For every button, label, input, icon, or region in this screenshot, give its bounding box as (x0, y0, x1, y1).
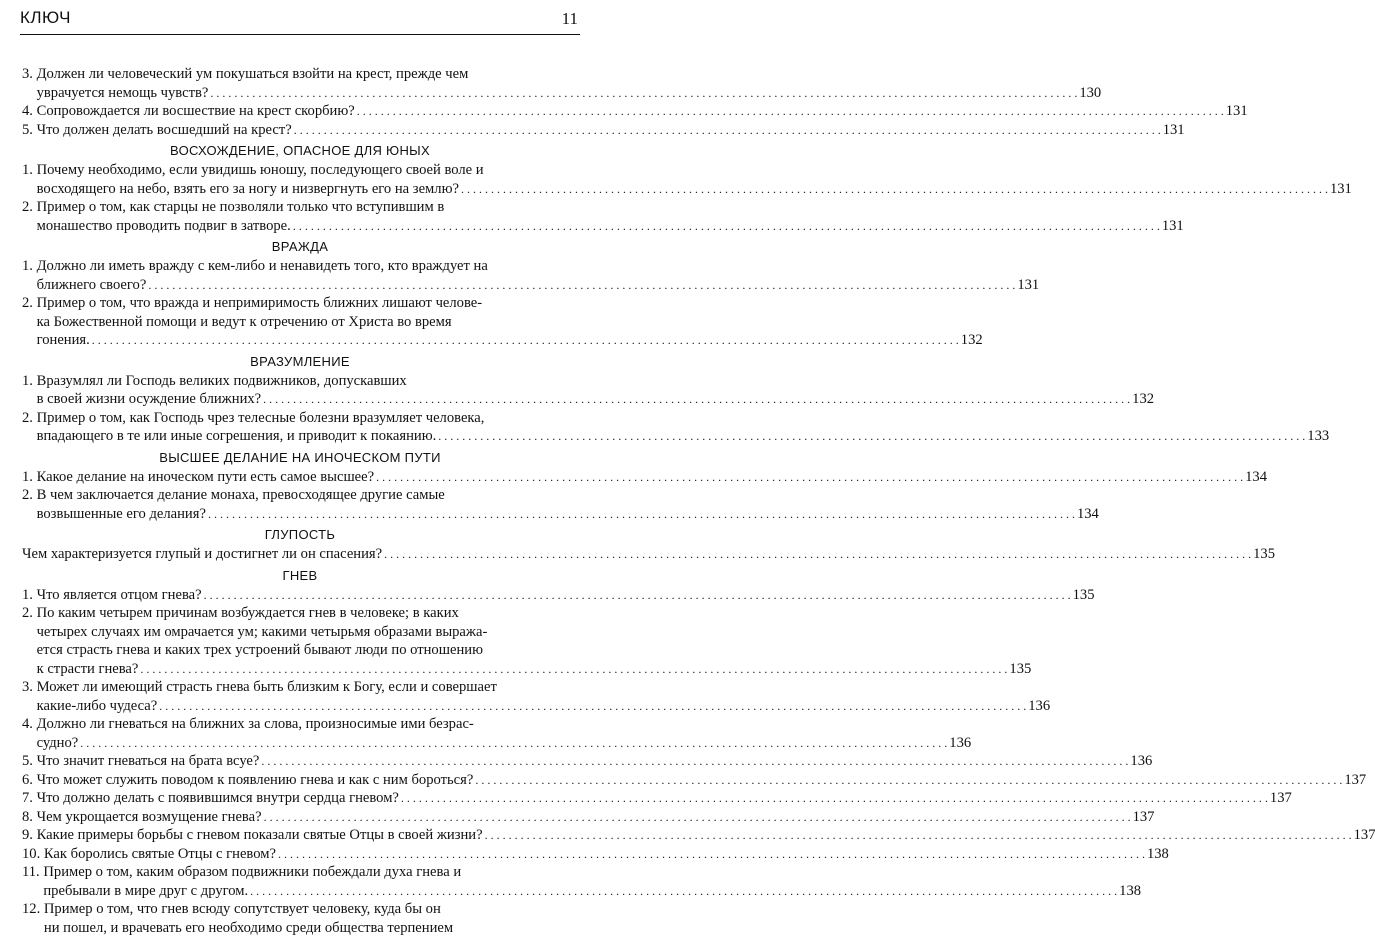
entry-page-number: 138 (1147, 845, 1169, 864)
entry-page-number: 134 (1245, 468, 1267, 487)
entry-page-number: 133 (1307, 427, 1329, 446)
entry-number: 2. (22, 604, 37, 623)
entry-page-number: 135 (1073, 586, 1095, 605)
entry-text-line: ка Божественной помощи и ведут к отречению от Христа во время (37, 313, 983, 332)
toc-section (22, 65, 578, 139)
entry-number: 2. (22, 198, 37, 217)
toc-entry (22, 121, 578, 140)
entry-text-line: Чем характеризуется глупый и достигнет ли он спасения? (22, 545, 382, 564)
entry-text-line: четырех случаях им омрачается ум; какими четырьмя образами выража- (37, 623, 1032, 642)
entry-text-line: восходящего на небо, взять его за ногу и низвергнуть его на землю? (37, 180, 459, 199)
entry-number: 2. (22, 409, 37, 428)
entry-page-number: 131 (1226, 102, 1248, 121)
entry-number: 5. (22, 121, 37, 140)
entry-page-number: 136 (1028, 697, 1050, 716)
toc-entry (22, 826, 578, 845)
entry-number: 10. (22, 845, 44, 864)
entry-number: 1. (22, 586, 37, 605)
entry-text-line: возвышенные его делания? (37, 505, 206, 524)
entry-text-line: Пример о том, каким образом подвижники побеждали духа гнева и (43, 863, 1141, 882)
dot-leader (475, 771, 1342, 790)
toc-section (22, 237, 578, 350)
entry-text-line: ни пошел, и врачевать его необходимо среди общества терпением (44, 919, 453, 937)
toc-entry (22, 257, 578, 294)
toc-entry (22, 808, 578, 827)
dot-leader (204, 586, 1071, 605)
section-heading: ГНЕВ (22, 566, 578, 586)
entry-page-number: 132 (961, 331, 983, 350)
entry-text-line: в своей жизни осуждение ближних? (37, 390, 262, 409)
section-heading: ВЫСШЕЕ ДЕЛАНИЕ НА ИНОЧЕСКОМ ПУТИ (22, 448, 578, 468)
entry-number: 4. (22, 715, 37, 734)
running-header (20, 6, 580, 35)
toc-entry (22, 586, 578, 605)
entry-text-line: Должно ли гневаться на ближних за слова, произносимые ими безрас- (37, 715, 972, 734)
dot-leader (294, 121, 1161, 140)
dot-leader (210, 84, 1077, 103)
entry-page-number: 131 (1162, 217, 1184, 236)
toc-entry (22, 486, 578, 523)
entry-number: 6. (22, 771, 37, 790)
entry-text-line: ется страсть гнева и каких трех устроений бывают люди по отношению (37, 641, 1032, 660)
dot-leader (261, 752, 1128, 771)
dot-leader (376, 468, 1243, 487)
entry-number: 5. (22, 752, 37, 771)
entry-page-number: 137 (1344, 771, 1366, 790)
entry-text-line: уврачуется немощь чувств? (37, 84, 209, 103)
entry-text-line: Что должно делать с появившимся внутри сердца гневом? (37, 789, 399, 808)
entry-page-number: 135 (1009, 660, 1031, 679)
toc-entry (22, 468, 578, 487)
entry-page-number: 137 (1133, 808, 1155, 827)
toc-entry (22, 863, 578, 900)
table-of-contents (22, 63, 578, 937)
toc-section (22, 525, 578, 564)
entry-text-line: Почему необходимо, если увидишь юношу, последующего своей воле и (37, 161, 1352, 180)
entry-page-number: 136 (949, 734, 971, 753)
dot-leader (159, 697, 1026, 716)
toc-entry (22, 771, 578, 790)
entry-number: 4. (22, 102, 37, 121)
toc-section (22, 566, 578, 937)
entry-page-number: 134 (1077, 505, 1099, 524)
entry-page-number: 132 (1132, 390, 1154, 409)
entry-text-line: Что может служить поводом к появлению гнева и как с ним бороться? (37, 771, 474, 790)
entry-text-line: Пример о том, что гнев всюду сопутствует человеку, куда бы он (44, 900, 578, 919)
dot-leader (208, 505, 1075, 524)
toc-entry (22, 161, 578, 198)
entry-number: 1. (22, 257, 37, 276)
dot-leader (278, 845, 1145, 864)
page-number: 11 (562, 9, 578, 29)
section-heading: ВРАЖДА (22, 237, 578, 257)
entry-text-line: Должно ли иметь вражду с кем-либо и ненавидеть того, кто враждует на (37, 257, 1040, 276)
entry-text-line: монашество проводить подвиг в затворе. (37, 217, 291, 236)
toc-entry (22, 900, 578, 937)
entry-text-line: В чем заключается делание монаха, превосходящее другие самые (37, 486, 1099, 505)
entry-number: 3. (22, 678, 37, 697)
entry-number: 1. (22, 468, 37, 487)
toc-entry (22, 409, 578, 446)
dot-leader (485, 826, 1352, 845)
dot-leader (263, 390, 1130, 409)
entry-page-number: 131 (1163, 121, 1185, 140)
entry-text-line: Пример о том, как Господь чрез телесные болезни вразумляет человека, (37, 409, 1330, 428)
dot-leader (401, 789, 1268, 808)
entry-text-line: Как боролись святые Отцы с гневом? (44, 845, 276, 864)
toc-entry (22, 545, 578, 564)
entry-number: 7. (22, 789, 37, 808)
entry-text-line: Какие примеры борьбы с гневом показали святые Отцы в своей жизни? (37, 826, 483, 845)
entry-number: 8. (22, 808, 37, 827)
toc-entry (22, 715, 578, 752)
entry-text-line: Что должен делать восшедший на крест? (37, 121, 292, 140)
entry-number: 1. (22, 161, 37, 180)
entry-text-line: к страсти гнева? (37, 660, 139, 679)
dot-leader (357, 102, 1224, 121)
section-heading: ГЛУПОСТЬ (22, 525, 578, 545)
section-heading: ВРАЗУМЛЕНИЕ (22, 352, 578, 372)
dot-leader (250, 882, 1117, 901)
toc-entry (22, 845, 578, 864)
toc-entry (22, 604, 578, 678)
entry-text-line: гонения. (37, 331, 90, 350)
entry-number: 2. (22, 486, 37, 505)
toc-entry (22, 198, 578, 235)
toc-entry (22, 372, 578, 409)
toc-entry (22, 789, 578, 808)
entry-number: 3. (22, 65, 37, 84)
entry-text-line: Может ли имеющий страсть гнева быть близким к Богу, если и совершает (37, 678, 1051, 697)
toc-section (22, 448, 578, 524)
dot-leader (148, 276, 1015, 295)
entry-page-number: 136 (1130, 752, 1152, 771)
toc-entry (22, 752, 578, 771)
toc-section (22, 352, 578, 446)
section-heading: ВОСХОЖДЕНИЕ, ОПАСНОЕ ДЛЯ ЮНЫХ (22, 141, 578, 161)
toc-section (22, 141, 578, 235)
running-title: КЛЮЧ (20, 8, 71, 28)
entry-text-line: Что значит гневаться на брата всуе? (37, 752, 260, 771)
toc-entry (22, 294, 578, 350)
dot-leader (92, 331, 959, 350)
entry-text-line: Пример о том, что вражда и непримиримость ближних лишают челове- (37, 294, 983, 313)
entry-text-line: судно? (37, 734, 79, 753)
dot-leader (438, 427, 1305, 446)
dot-leader (293, 217, 1160, 236)
entry-text-line: Сопровождается ли восшествие на крест скорбию? (37, 102, 355, 121)
entry-text-line: Чем укрощается возмущение гнева? (37, 808, 262, 827)
entry-page-number: 137 (1270, 789, 1292, 808)
entry-text-line: Что является отцом гнева? (37, 586, 202, 605)
entry-page-number: 135 (1253, 545, 1275, 564)
toc-entry (22, 678, 578, 715)
dot-leader (384, 545, 1251, 564)
entry-page-number: 131 (1330, 180, 1352, 199)
entry-number: 1. (22, 372, 37, 391)
entry-number: 11. (22, 863, 43, 882)
entry-text-line: Пример о том, как старцы не позволяли только что вступившим в (37, 198, 1184, 217)
entry-text-line: Должен ли человеческий ум покушаться взойти на крест, прежде чем (37, 65, 1102, 84)
toc-entry (22, 102, 578, 121)
dot-leader (461, 180, 1328, 199)
entry-text-line: впадающего в те или иные согрешения, и приводит к покаянию. (37, 427, 437, 446)
entry-text-line: Какое делание на иноческом пути есть самое высшее? (37, 468, 375, 487)
entry-text-line: ближнего своего? (37, 276, 147, 295)
entry-text-line: Вразумлял ли Господь великих подвижников, допускавших (37, 372, 1154, 391)
entry-page-number: 130 (1079, 84, 1101, 103)
dot-leader (80, 734, 947, 753)
entry-number: 2. (22, 294, 37, 313)
toc-entry (22, 65, 578, 102)
dot-leader (140, 660, 1007, 679)
entry-number: 9. (22, 826, 37, 845)
entry-text-line: По каким четырем причинам возбуждается гнев в человеке; в каких (37, 604, 1032, 623)
entry-text-line: какие-либо чудеса? (37, 697, 158, 716)
entry-page-number: 137 (1354, 826, 1375, 845)
entry-text-line: пребывали в мире друг с другом. (43, 882, 248, 901)
entry-number: 12. (22, 900, 44, 919)
entry-page-number: 131 (1017, 276, 1039, 295)
dot-leader (264, 808, 1131, 827)
entry-page-number: 138 (1119, 882, 1141, 901)
